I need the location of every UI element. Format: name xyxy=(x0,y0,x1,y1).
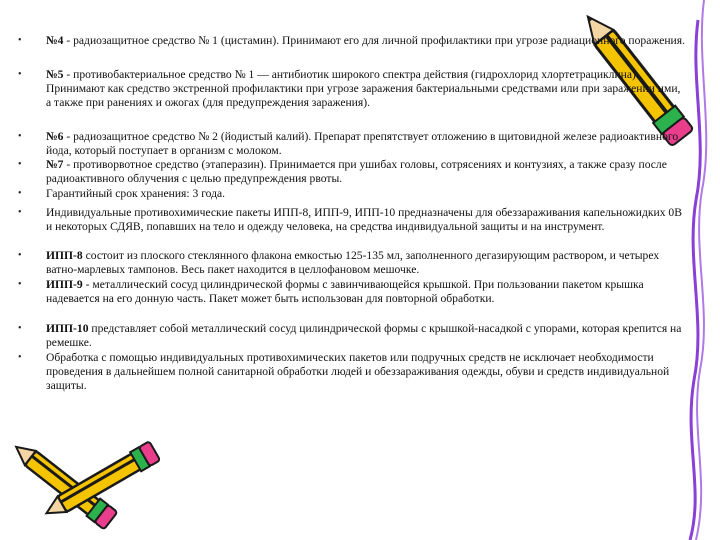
list-item xyxy=(18,249,686,277)
item-text: - радиозащитное средство № 2 (йодистый калий). Препарат препятствует отложению в щитовидной железе радиоактивного йода, который поступает в организм с молоком. xyxy=(46,130,679,157)
list-item xyxy=(18,351,686,393)
bullet: • xyxy=(18,159,22,170)
list-item xyxy=(18,322,686,350)
bullet: • xyxy=(18,188,22,199)
item-text: состоит из плоского стеклянного флакона емкостью 125-135 мл, заполненного дегазирующим раствором, и четырех ватно-марлевых тампонов. Весь пакет находится в целлофановом мешочке. xyxy=(46,249,660,276)
pencils-icon xyxy=(0,425,170,540)
item-text: Гарантийный срок хранения: 3 года. xyxy=(46,187,226,200)
item-lead: ИПП-8 xyxy=(46,249,83,262)
item-text: представляет собой металлический сосуд цилиндрической формы с крышкой-насадкой с упорами, которая крепится на ремешке. xyxy=(46,322,682,349)
item-lead: №7 xyxy=(46,158,64,171)
bullet: • xyxy=(18,250,22,261)
bullet: • xyxy=(18,279,22,290)
bullet: • xyxy=(18,35,22,46)
item-lead: №6 xyxy=(46,130,64,143)
bullet: • xyxy=(18,323,22,334)
bullet: • xyxy=(18,69,22,80)
bullet: • xyxy=(18,352,22,363)
item-text: Обработка с помощью индивидуальных противохимических пакетов или подручных средств не исключает необходимости проведения в дальнейшем полной санитарной обработки людей и обеззараживания одежды, обуви и средств индивидуальной защиты. xyxy=(46,351,670,392)
item-lead: №5 xyxy=(46,68,64,81)
list-item xyxy=(18,34,686,48)
list-item xyxy=(18,278,686,306)
item-text: - противобактериальное средство № 1 — антибиотик широкого спектра действия (гидрохлорид хлортетрациклина). Принимают как средство экстренной профилактики при угрозе заражения бактериальными средствами или при заражении ими, а также при ранениях и ожогах (для предупреждения заражения). xyxy=(46,68,681,109)
list-item xyxy=(18,130,686,158)
item-lead: №4 xyxy=(46,34,64,47)
list-item xyxy=(18,68,686,110)
item-text: Индивидуальные противохимические пакеты ИПП-8, ИПП-9, ИПП-10 предназначены для обеззараживания капельножидких 0В и некоторых СДЯВ, попавших на тело и одежду человека, на средства индивидуальной защиты и на инструмент. xyxy=(46,206,682,233)
item-text: - противорвотное средство (этаперазин). Принимается при ушибах головы, сотрясениях и контузиях, а также сразу после радиоактивного облучения с целью предупреждения рвоты. xyxy=(46,158,667,185)
item-lead: ИПП-10 xyxy=(46,322,89,335)
list-item xyxy=(18,206,686,234)
item-lead: ИПП-9 xyxy=(46,278,83,291)
bullet: • xyxy=(18,131,22,142)
item-text: - радиозащитное средство № 1 (цистамин). Принимают его для личной профилактики при угрозе радиационного поражения. xyxy=(63,34,685,47)
list-item xyxy=(18,158,686,186)
list-item xyxy=(18,187,686,201)
bullet: • xyxy=(18,207,22,218)
item-text: - металлический сосуд цилиндрической формы с завинчивающейся крышкой. При пользовании пакетом крышка надевается на его донную часть. Пакет может быть использован для повторной обработки. xyxy=(46,278,644,305)
